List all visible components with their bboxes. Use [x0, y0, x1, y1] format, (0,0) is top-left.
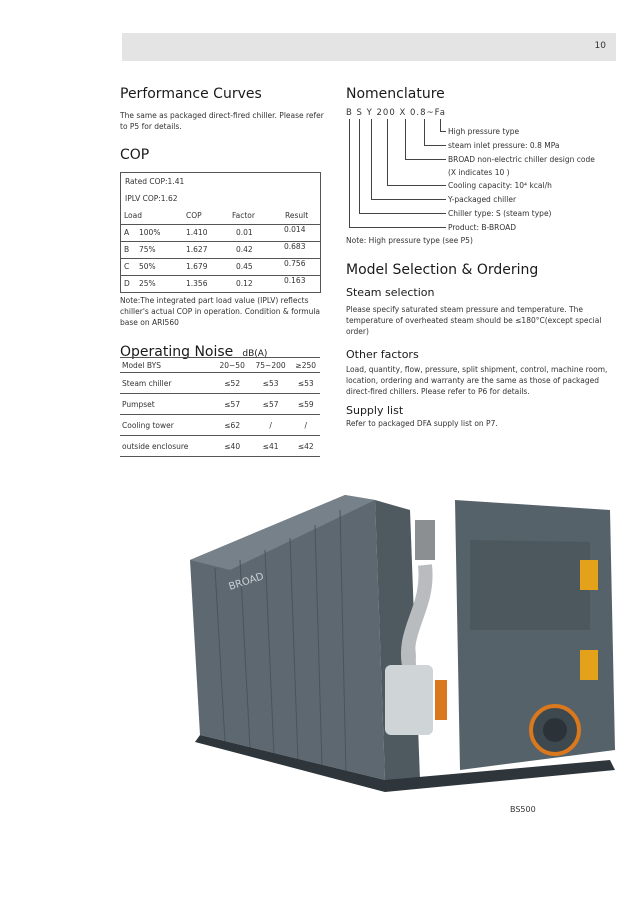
noise-unit: dB(A): [242, 349, 268, 359]
noise-cell-label: Pumpset: [120, 394, 215, 415]
cop-cell-load: 25%: [139, 279, 156, 288]
noise-cell: ≤52: [215, 373, 250, 394]
cop-cell-load: 100%: [139, 228, 161, 237]
noise-table: [120, 357, 320, 457]
nomenclature-item: Y-packaged chiller: [448, 195, 517, 204]
nomenclature-line: [371, 119, 372, 200]
cop-row: [121, 241, 320, 259]
cop-table: [120, 172, 321, 293]
noise-cell: /: [250, 415, 292, 436]
cop-cell-label: B: [124, 245, 130, 254]
cop-header-result: Result: [285, 211, 309, 220]
cop-cell-cop: 1.679: [186, 262, 208, 271]
noise-cell: ≤59: [291, 394, 320, 415]
noise-row: [120, 415, 320, 436]
nomenclature-line: [359, 119, 360, 214]
noise-cell-label: Steam chiller: [120, 373, 215, 394]
cop-cell-factor: 0.01: [236, 228, 253, 237]
noise-row: [120, 436, 320, 457]
cop-iplv: IPLV COP:1.62: [125, 194, 178, 203]
noise-header-col: ≥250: [291, 358, 320, 373]
cop-cell-factor: 0.12: [236, 279, 253, 288]
noise-cell: ≤62: [215, 415, 250, 436]
nomenclature-line: [387, 119, 388, 186]
header-bar: [122, 33, 616, 61]
cop-cell-label: C: [124, 262, 130, 271]
noise-row: [120, 394, 320, 415]
nomenclature-item: (X indicates 10 ): [448, 168, 510, 177]
cop-cell-factor: 0.42: [236, 245, 253, 254]
noise-header-col: 20~50: [215, 358, 250, 373]
nomenclature-line: [349, 227, 446, 228]
nomenclature-item: steam inlet pressure: 0.8 MPa: [448, 141, 560, 150]
selection-title: Model Selection & Ordering: [346, 262, 539, 278]
cop-note: Note:The integrated part load value (IPLV) reflects chiller's actual COP in operation. Condition & formula base on ARI560: [120, 296, 321, 327]
noise-title: Operating Noise: [120, 344, 234, 360]
page-number: 10: [594, 41, 606, 51]
noise-cell: ≤53: [291, 373, 320, 394]
nomenclature-note: Note: High pressure type (see P5): [346, 236, 473, 245]
cop-row: [121, 224, 320, 242]
cop-cell-result: 0.683: [284, 242, 306, 251]
nomenclature-title: Nomenclature: [346, 86, 445, 102]
cop-row: [121, 258, 320, 276]
nomenclature-line: [349, 119, 350, 228]
noise-cell-label: Cooling tower: [120, 415, 215, 436]
cop-header-load: Load: [124, 211, 142, 220]
performance-title: Performance Curves: [120, 86, 262, 102]
cop-cell-result: 0.163: [284, 276, 306, 285]
nomenclature-line: [405, 119, 406, 160]
steam-selection-title: Steam selection: [346, 286, 435, 299]
cop-cell-result: 0.014: [284, 225, 306, 234]
nomenclature-line: [405, 159, 446, 160]
noise-cell: /: [291, 415, 320, 436]
noise-header-row: [120, 358, 320, 373]
cop-cell-label: A: [124, 228, 130, 237]
nomenclature-item: High pressure type: [448, 127, 520, 136]
enclosure-logo: BROAD: [227, 571, 266, 593]
cop-cell-factor: 0.45: [236, 262, 253, 271]
nomenclature-item: Chiller type: S (steam type): [448, 209, 552, 218]
supply-list-text: Refer to packaged DFA supply list on P7.: [346, 419, 498, 428]
nomenclature-line: [424, 119, 425, 146]
other-factors-title: Other factors: [346, 348, 419, 361]
cop-cell-cop: 1.627: [186, 245, 208, 254]
cop-title: COP: [120, 147, 150, 163]
noise-header-model: Model BYS: [120, 358, 215, 373]
nomenclature-line: [440, 131, 446, 132]
other-factors-text: Load, quantity, flow, pressure, split shipment, control, machine room, location, ordering and warranty are the same as those of packaged direct-fired chillers. Please refer to P6 for details.: [346, 365, 608, 396]
cop-cell-cop: 1.410: [186, 228, 208, 237]
cop-rated: Rated COP:1.41: [125, 177, 185, 186]
nomenclature-item: Product: B-BROAD: [448, 223, 517, 232]
noise-header-col: 75~200: [250, 358, 292, 373]
noise-cell: ≤40: [215, 436, 250, 457]
nomenclature-item: Cooling capacity: 10⁴ kcal/h: [448, 181, 552, 190]
noise-cell: ≤53: [250, 373, 292, 394]
nomenclature-line: [359, 213, 446, 214]
cop-cell-load: 75%: [139, 245, 156, 254]
noise-cell: ≤41: [250, 436, 292, 457]
cop-cell-label: D: [124, 279, 130, 288]
nomenclature-code: B S Y 200 X 0.8~Fa: [346, 108, 446, 118]
noise-cell: ≤57: [215, 394, 250, 415]
cop-header-factor: Factor: [232, 211, 255, 220]
noise-cell: ≤57: [250, 394, 292, 415]
cop-cell-load: 50%: [139, 262, 156, 271]
chiller-photo: [170, 480, 625, 800]
cop-cell-result: 0.756: [284, 259, 306, 268]
noise-row: [120, 373, 320, 394]
supply-list-title: Supply list: [346, 404, 404, 417]
nomenclature-line: [424, 145, 446, 146]
noise-cell: ≤42: [291, 436, 320, 457]
nomenclature-item: BROAD non-electric chiller design code: [448, 155, 595, 164]
photo-caption: BS500: [510, 805, 536, 814]
nomenclature-line: [371, 199, 446, 200]
steam-selection-text: Please specify saturated steam pressure and temperature. The temperature of overheated steam should be ≤180°C(except special order): [346, 305, 602, 336]
nomenclature-line: [387, 185, 446, 186]
warning-label: [580, 560, 598, 590]
cop-row: [121, 275, 320, 292]
steam-tank: [385, 665, 433, 735]
cop-header-cop: COP: [186, 211, 202, 220]
cop-cell-cop: 1.356: [186, 279, 208, 288]
performance-text: The same as packaged direct-fired chiller. Please refer to P5 for details.: [120, 111, 324, 131]
noise-cell-label: outside enclosure: [120, 436, 215, 457]
